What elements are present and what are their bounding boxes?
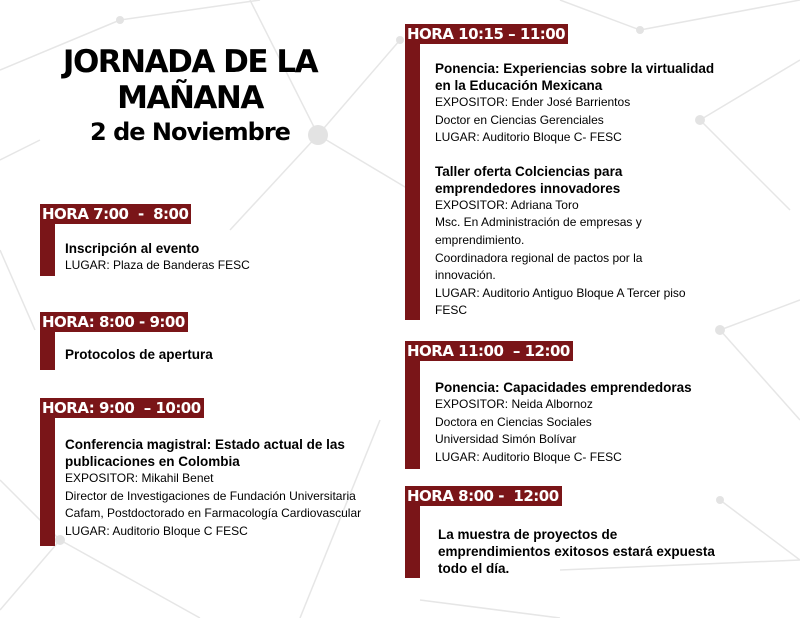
session-line: LUGAR: Plaza de Banderas FESC — [65, 258, 250, 272]
time-label: HORA 8:00 - 12:00 — [405, 486, 562, 506]
accent-bar — [40, 418, 55, 546]
session-details — [65, 240, 250, 275]
page-title — [40, 44, 340, 116]
schedule-block-muestra — [405, 486, 745, 578]
time-label: HORA: 9:00 – 10:00 — [40, 398, 204, 418]
session-line: LUGAR: Auditorio Bloque C- FESC — [435, 130, 622, 145]
session-line: LUGAR: Auditorio Antiguo Bloque A Tercer piso — [435, 285, 686, 300]
session-title: Taller oferta Colciencias para emprendedores innovadores — [435, 163, 623, 196]
session-line: LUGAR: Auditorio Bloque C- FESC — [435, 449, 622, 464]
time-label: HORA 7:00 - 8:00 — [40, 204, 191, 224]
session-line: Msc. En Administración de empresas y — [435, 215, 642, 230]
session-line: EXPOSITOR: Mikahil Benet — [65, 471, 214, 485]
session-line: EXPOSITOR: Adriana Toro — [435, 197, 579, 212]
session-line: LUGAR: Auditorio Bloque C FESC — [65, 523, 248, 538]
page-title-line-2: MAÑANA — [117, 80, 263, 116]
session-line: Doctor en Ciencias Gerenciales — [435, 112, 604, 127]
session-title: La muestra de proyectos de emprendimientos exitosos estará expuesta todo el día. — [438, 527, 715, 576]
schedule-block-conferencia — [40, 398, 385, 546]
session-line: FESC — [435, 303, 468, 318]
session-line: emprendimiento. — [435, 232, 525, 247]
session-line: EXPOSITOR: Neida Albornoz — [435, 397, 593, 411]
session-details — [438, 526, 715, 577]
time-label: HORA: 8:00 - 9:00 — [40, 312, 188, 332]
page-subtitle-date: 2 de Noviembre — [90, 118, 290, 146]
session-line: Doctora en Ciencias Sociales — [435, 414, 592, 429]
session-line: innovación. — [435, 268, 496, 283]
title-block — [40, 44, 340, 146]
session-line: Universidad Simón Bolívar — [435, 432, 577, 447]
session-title: Protocolos de apertura — [65, 347, 213, 362]
accent-bar — [40, 224, 55, 276]
schedule-block-1015 — [405, 24, 745, 324]
session-title: Ponencia: Capacidades emprendedoras — [435, 380, 692, 395]
session-details — [65, 436, 361, 540]
schedule-block-inscripcion — [40, 204, 370, 276]
accent-bar — [405, 44, 420, 320]
session-title: Inscripción al evento — [65, 241, 200, 256]
accent-bar — [405, 506, 420, 578]
time-label: HORA 10:15 – 11:00 — [405, 24, 568, 44]
session-title: Ponencia: Experiencias sobre la virtualidad en la Educación Mexicana — [435, 61, 715, 93]
session-details — [435, 60, 714, 320]
accent-bar — [40, 332, 55, 370]
session-details — [435, 379, 692, 466]
session-line: Coordinadora regional de pactos por la — [435, 250, 643, 265]
session-line: Director de Investigaciones de Fundación Universitaria — [65, 488, 356, 503]
session-line: Cafam, Postdoctorado en Farmacología Cardiovascular — [65, 506, 362, 521]
accent-bar — [405, 361, 420, 469]
schedule-block-protocolos — [40, 312, 370, 370]
page-title-line-1: JORNADA DE LA — [62, 44, 318, 80]
time-label: HORA 11:00 – 12:00 — [405, 341, 573, 361]
session-title: Conferencia magistral: Estado actual de las publicaciones en Colombia — [65, 437, 345, 469]
schedule-block-1100 — [405, 341, 745, 469]
session-details — [65, 346, 213, 363]
session-line: EXPOSITOR: Ender José Barrientos — [435, 95, 631, 109]
